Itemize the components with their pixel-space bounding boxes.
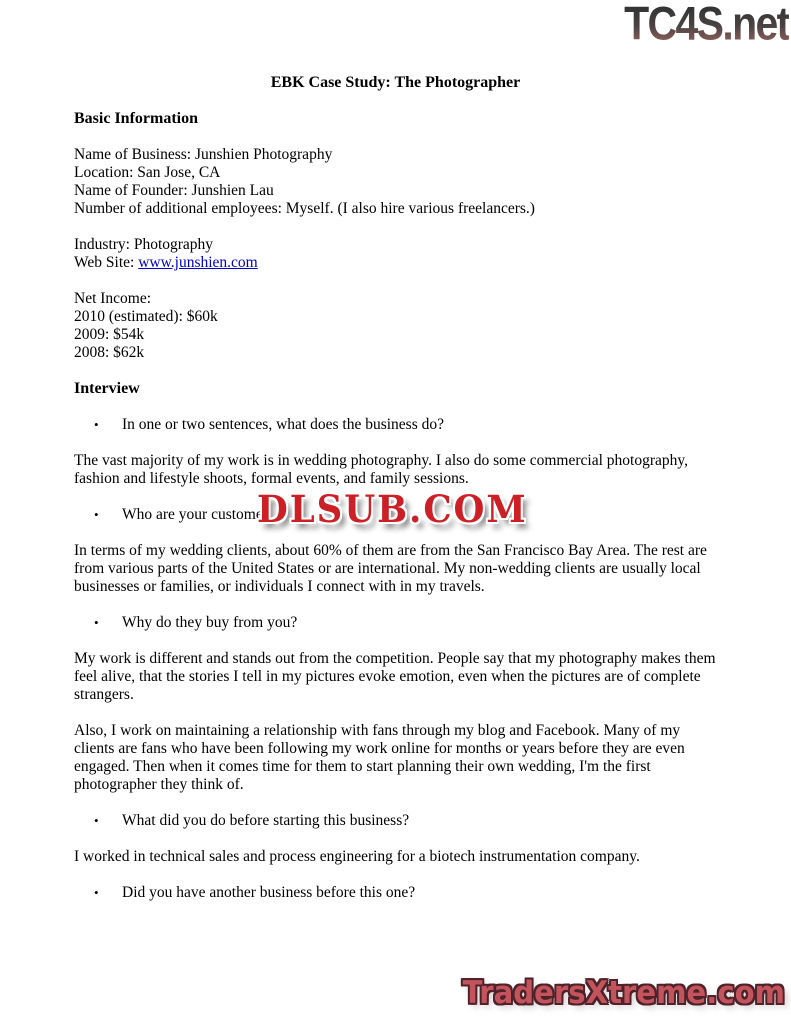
info-line-net-income: Net Income: bbox=[74, 290, 152, 307]
bullet-icon: • bbox=[94, 615, 99, 630]
interview-answer-4: I worked in technical sales and process engineering for a biotech instrumentation company. bbox=[74, 848, 640, 865]
interview-answer-1: The vast majority of my work is in wedding photography. I also do some commercial photography, fashion and lifestyle shoots, formal events, and family sessions. bbox=[74, 452, 688, 487]
info-line-2010: 2010 (estimated): $60k bbox=[74, 308, 218, 325]
website-label: Web Site: bbox=[74, 254, 139, 271]
question-text: Why do they buy from you? bbox=[122, 614, 298, 631]
interview-question-3 bbox=[94, 614, 717, 632]
tc4s-watermark: TC4S.net bbox=[624, 0, 789, 50]
interview-answer-3b: Also, I work on maintaining a relationship with fans through my blog and Facebook. Many of my clients are fans who have been following my work online for months or years before they are even engaged. Then when it comes time for them to start planning their own wedding, I'm the first photographer they think of. bbox=[74, 722, 685, 793]
interview-question-4 bbox=[94, 812, 717, 830]
interview-answer-3a: My work is different and stands out from the competition. People say that my photography makes them feel alive, that the stories I tell in my pictures evoke emotion, even when the pictures are of complete strangers. bbox=[74, 650, 716, 703]
bullet-icon: • bbox=[94, 417, 99, 432]
website-link[interactable]: www.junshien.com bbox=[138, 254, 258, 271]
business-info-lines bbox=[74, 146, 717, 218]
interview-question-5 bbox=[94, 884, 717, 902]
info-line-website bbox=[74, 254, 717, 272]
info-line-business-name: Name of Business: Junshien Photography bbox=[74, 146, 333, 163]
interview-answer-2: In terms of my wedding clients, about 60% of them are from the San Francisco Bay Area. The rest are from various parts of the United States or are international. My non-wedding clients are usually local businesses or families, or individuals I connect with in my travels. bbox=[74, 542, 707, 595]
section-heading-interview: Interview bbox=[74, 380, 140, 397]
page-title: EBK Case Study: The Photographer bbox=[270, 74, 521, 91]
info-line-2008: 2008: $62k bbox=[74, 344, 145, 361]
tradersxtreme-watermark: TradersXtreme.com bbox=[462, 975, 785, 1011]
section-heading-basic-information: Basic Information bbox=[74, 110, 198, 127]
question-text: Who are your custome bbox=[122, 506, 263, 523]
dlsub-watermark: DLSUB.COM bbox=[257, 487, 528, 531]
info-line-industry: Industry: Photography bbox=[74, 236, 214, 253]
info-line-founder: Name of Founder: Junshien Lau bbox=[74, 182, 274, 199]
info-line-2009: 2009: $54k bbox=[74, 326, 145, 343]
interview-question-1 bbox=[94, 416, 717, 434]
industry-website-lines bbox=[74, 236, 717, 272]
info-line-location: Location: San Jose, CA bbox=[74, 164, 221, 181]
bullet-icon: • bbox=[94, 507, 99, 522]
question-text: Did you have another business before this one? bbox=[122, 884, 416, 901]
bullet-icon: • bbox=[94, 813, 99, 828]
info-line-employees: Number of additional employees: Myself. (I also hire various freelancers.) bbox=[74, 200, 535, 217]
document-content bbox=[74, 0, 717, 902]
question-text: What did you do before starting this business? bbox=[122, 812, 410, 829]
question-text: In one or two sentences, what does the business do? bbox=[122, 416, 444, 433]
bullet-icon: • bbox=[94, 885, 99, 900]
net-income-lines bbox=[74, 290, 717, 362]
